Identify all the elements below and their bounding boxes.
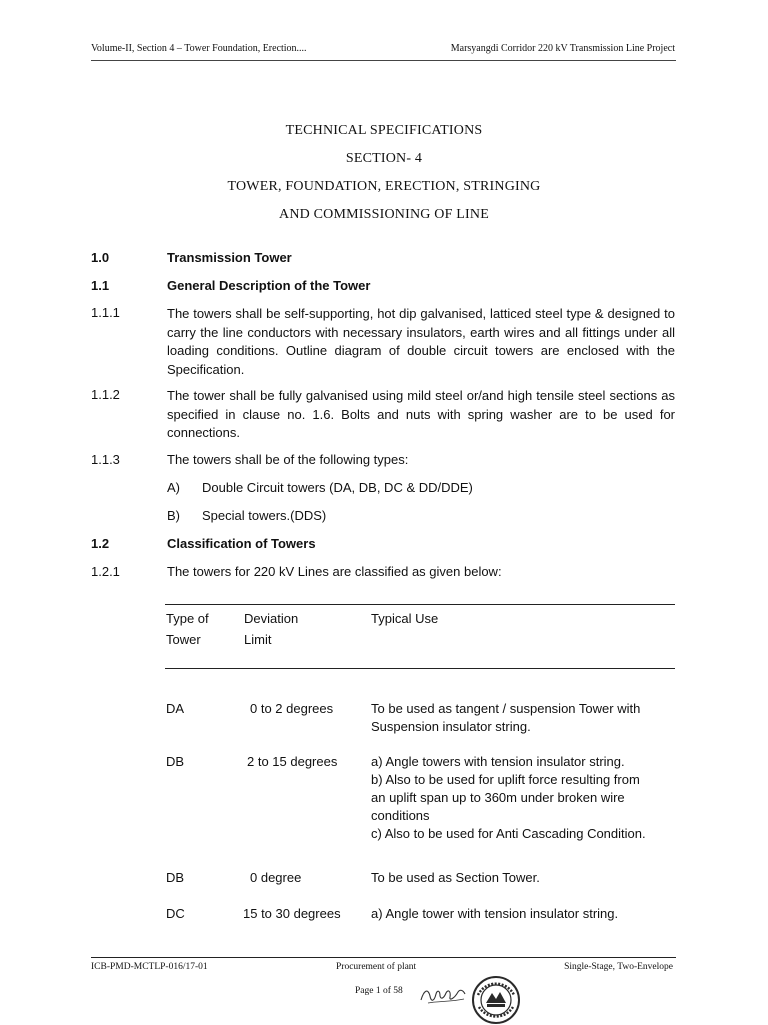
title-line-2: SECTION- 4	[345, 151, 423, 166]
footer-center: Procurement of plant	[336, 962, 417, 972]
row-2-deviation: 2 to 15 degrees	[247, 754, 338, 769]
section-1-1-2-number: 1.1.2	[91, 387, 120, 402]
signature-icon	[418, 984, 468, 1008]
row-1-use-line-1: To be used as tangent / suspension Tower with	[371, 701, 641, 716]
header-deviation-line-2: Limit	[244, 632, 272, 647]
header-type-line-1: Type of	[166, 611, 209, 626]
row-1-use-line-2: Suspension insulator string.	[371, 719, 531, 734]
row-2-type: DB	[166, 754, 185, 769]
header-type-line-2: Tower	[166, 632, 201, 647]
item-b-text: Special towers.(DDS)	[202, 508, 327, 523]
table-header-rule	[165, 668, 675, 669]
row-2-use-line-2: b) Also to be used for uplift force resulting from	[371, 772, 640, 787]
item-a-label: A)	[167, 480, 180, 495]
title-line-3: TOWER, FOUNDATION, ERECTION, STRINGING	[227, 179, 541, 194]
item-a-text: Double Circuit towers (DA, DB, DC & DD/DDE)	[202, 480, 473, 495]
section-1-1-1-number: 1.1.1	[91, 305, 120, 320]
section-1-2-1-text: The towers for 220 kV Lines are classified as given below:	[167, 564, 502, 579]
footer-right: Single-Stage, Two-Envelope	[564, 962, 673, 972]
section-1-1-1-text: The towers shall be self-supporting, hot dip galvanised, latticed steel type & designed to carry the line conductors with necessary insulators, earth wires and all fittings under all loading conditions. Outline diagram of double circuit towers are enclosed with the Specification.	[167, 306, 675, 377]
official-seal-icon	[470, 975, 522, 1025]
title-line-1: TECHNICAL SPECIFICATIONS	[285, 123, 483, 138]
header-right: Marsyangdi Corridor 220 kV Transmission Line Project	[450, 43, 675, 54]
page-number: Page 1 of 58	[355, 986, 403, 996]
row-4-type: DC	[166, 906, 185, 921]
section-1-1-number: 1.1	[91, 278, 110, 293]
section-1-2-heading: Classification of Towers	[167, 536, 316, 551]
table-top-rule	[165, 604, 675, 605]
row-3-type: DB	[166, 870, 185, 885]
row-2-use-line-1: a) Angle towers with tension insulator string.	[371, 754, 625, 769]
section-1-1-3-number: 1.1.3	[91, 452, 120, 467]
header-typical-use: Typical Use	[371, 611, 439, 626]
row-4-use-line-1: a) Angle tower with tension insulator string.	[371, 906, 619, 921]
section-1-1-heading: General Description of the Tower	[167, 278, 371, 293]
footer-rule	[91, 957, 676, 958]
item-b-label: B)	[167, 508, 180, 523]
section-1-1-2-text: The tower shall be fully galvanised using mild steel or/and high tensile steel sections as specified in clause no. 1.6. Bolts and nuts with spring washer are to be used for connections.	[167, 388, 675, 440]
row-2-use-line-4: conditions	[371, 808, 430, 823]
row-1-deviation: 0 to 2 degrees	[250, 701, 334, 716]
section-1-0-number: 1.0	[91, 250, 110, 265]
row-3-deviation: 0 degree	[250, 870, 302, 885]
title-line-4: AND COMMISSIONING OF LINE	[279, 207, 489, 222]
header-rule	[91, 60, 676, 61]
section-1-2-number: 1.2	[91, 536, 110, 551]
footer-left: ICB-PMD-MCTLP-016/17-01	[91, 962, 208, 972]
section-1-1-3-text: The towers shall be of the following types:	[167, 452, 409, 467]
row-2-use-line-5: c) Also to be used for Anti Cascading Condition.	[371, 826, 646, 841]
header-left: Volume-II, Section 4 – Tower Foundation, Erection....	[91, 43, 307, 54]
row-1-type: DA	[166, 701, 185, 716]
row-2-use-line-3: an uplift span up to 360m under broken wire	[371, 790, 625, 805]
section-1-2-1-number: 1.2.1	[91, 564, 120, 579]
row-4-deviation: 15 to 30 degrees	[243, 906, 341, 921]
section-1-0-heading: Transmission Tower	[167, 250, 292, 265]
row-3-use-line-1: To be used as Section Tower.	[371, 870, 540, 885]
header-deviation-line-1: Deviation	[244, 611, 299, 626]
